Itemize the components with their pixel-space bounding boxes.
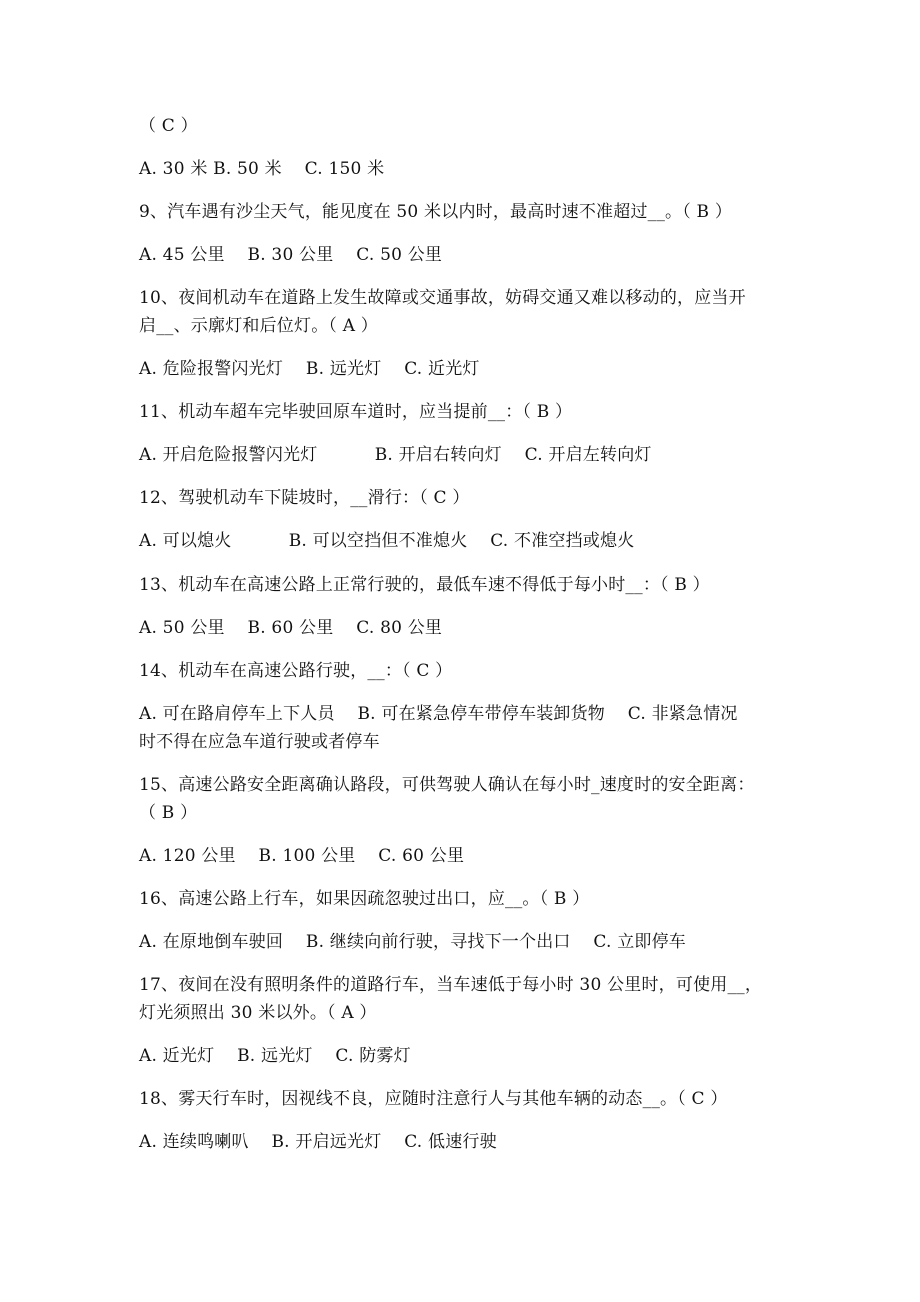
options-17: A. 近光灯 B. 远光灯 C. 防雾灯 bbox=[139, 1046, 411, 1066]
options-13: A. 50 公里 B. 60 公里 C. 80 公里 bbox=[139, 618, 443, 638]
question-17-line-2: 灯光须照出 30 米以外。（ A ） bbox=[139, 1003, 377, 1023]
options-18: A. 连续鸣喇叭 B. 开启远光灯 C. 低速行驶 bbox=[139, 1132, 497, 1152]
options-14-line-2: 时不得在应急车道行驶或者停车 bbox=[139, 732, 380, 752]
question-12: 12、驾驶机动车下陡坡时，__滑行：（ C ） bbox=[139, 488, 470, 508]
options-12: A. 可以熄火 B. 可以空挡但不准熄火 C. 不准空挡或熄火 bbox=[139, 531, 635, 551]
question-17-line-1: 17、夜间在没有照明条件的道路行车，当车速低于每小时 30 公里时，可使用__， bbox=[139, 975, 763, 995]
question-10-line-1: 10、夜间机动车在道路上发生故障或交通事故，妨碍交通又难以移动的，应当开 bbox=[139, 288, 746, 308]
question-18: 18、雾天行车时，因视线不良，应随时注意行人与其他车辆的动态__。（ C ） bbox=[139, 1089, 728, 1109]
question-15-line-1: 15、高速公路安全距离确认路段，可供驾驶人确认在每小时_速度时的安全距离： bbox=[139, 775, 755, 795]
question-11: 11、机动车超车完毕驶回原车道时，应当提前__：（ B ） bbox=[139, 402, 573, 422]
options-15: A. 120 公里 B. 100 公里 C. 60 公里 bbox=[139, 846, 465, 866]
options-line: A. 30 米 B. 50 米 C. 150 米 bbox=[139, 159, 385, 179]
options-10: A. 危险报警闪光灯 B. 远光灯 C. 近光灯 bbox=[139, 359, 480, 379]
options-14-line-1: A. 可在路肩停车上下人员 B. 可在紧急停车带停车装卸货物 C. 非紧急情况 bbox=[139, 704, 738, 724]
question-10-line-2: 启__、示廓灯和后位灯。（ A ） bbox=[139, 316, 378, 336]
question-9: 9、汽车遇有沙尘天气，能见度在 50 米以内时，最高时速不准超过__。（ B ） bbox=[139, 202, 733, 222]
options-16: A. 在原地倒车驶回 B. 继续向前行驶，寻找下一个出口 C. 立即停车 bbox=[139, 932, 686, 952]
question-16: 16、高速公路上行车，如果因疏忽驶过出口，应__。（ B ） bbox=[139, 889, 590, 909]
question-15-line-2: （ B ） bbox=[139, 803, 198, 823]
options-11: A. 开启危险报警闪光灯 B. 开启右转向灯 C. 开启左转向灯 bbox=[139, 445, 652, 465]
options-9: A. 45 公里 B. 30 公里 C. 50 公里 bbox=[139, 245, 443, 265]
question-14: 14、机动车在高速公路行驶，__：（ C ） bbox=[139, 661, 453, 681]
question-13: 13、机动车在高速公路上正常行驶的，最低车速不得低于每小时__：（ B ） bbox=[139, 575, 710, 595]
answer-line: （ C ） bbox=[139, 116, 198, 136]
